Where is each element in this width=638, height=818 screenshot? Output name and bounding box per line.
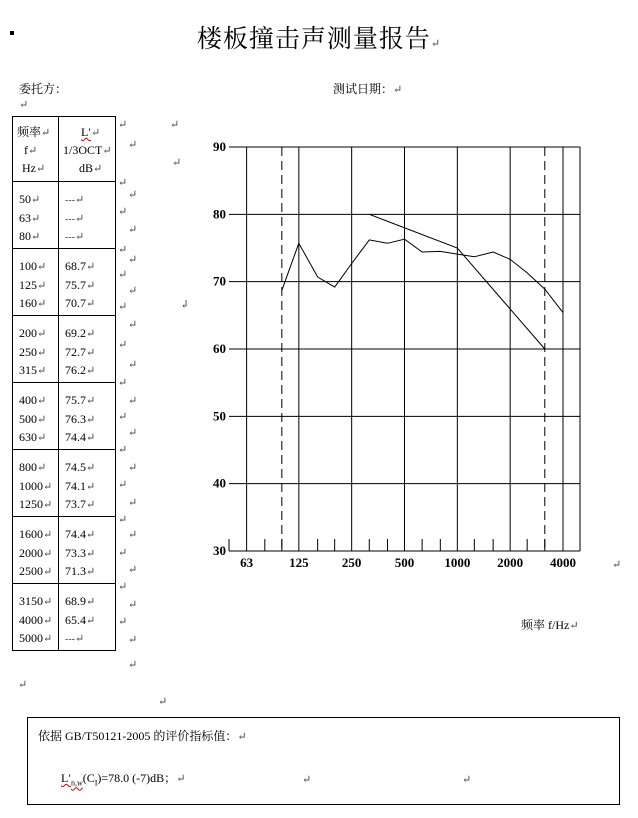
paragraph-mark: ↲ [180, 299, 190, 311]
frequency-cell: 80↵ [19, 229, 41, 243]
level-cell: 76.3↵ [65, 411, 96, 426]
paragraph-mark: ↵ [18, 679, 28, 691]
paragraph-mark: ↵ [128, 529, 138, 541]
paragraph-mark: ↵ [118, 177, 128, 189]
header-band-label: 1/3OCT↵ [63, 143, 112, 157]
level-cell: 65.4↵ [65, 612, 96, 627]
paragraph-mark: ↵ [118, 514, 128, 526]
paragraph-mark: ↵ [118, 581, 128, 593]
level-cell: 69.2↵ [65, 326, 96, 340]
header-f-label: f↵ [24, 143, 38, 157]
paragraph-mark: ↵ [128, 497, 138, 509]
paragraph-mark: ↵ [19, 99, 29, 111]
frequency-cell: 1600↵ [19, 527, 53, 541]
paragraph-mark: ↵ [118, 444, 128, 456]
y-tick-label: 50 [213, 408, 226, 424]
level-cell: 71.3↵ [65, 564, 96, 578]
frequency-cell: 400↵ [19, 393, 47, 407]
frequency-cell: 1000↵ [19, 478, 53, 493]
paragraph-mark: ↵ [118, 244, 128, 256]
paragraph-mark: ↵ [118, 616, 128, 628]
paragraph-mark: ↵ [128, 659, 138, 671]
paragraph-mark: ↵ [128, 564, 138, 576]
header-level-label: L′↵ [81, 125, 101, 139]
paragraph-mark: ↵ [172, 157, 182, 169]
paragraph-mark: ↵ [158, 696, 168, 708]
level-cell: ---↵ [65, 194, 85, 206]
paragraph-mark: ↵ [128, 359, 138, 371]
x-tick-label: 250 [341, 555, 362, 570]
level-cell: 76.2↵ [65, 363, 96, 377]
header-hz-label: Hz↵ [22, 161, 46, 175]
frequency-cell: 315↵ [19, 363, 47, 377]
x-tick-label: 500 [394, 555, 415, 570]
y-tick-label: 80 [213, 206, 226, 222]
level-cell: ---↵ [65, 212, 85, 225]
frequency-cell: 200↵ [19, 326, 47, 340]
test-date-label: 测试日期：↵ [333, 82, 403, 96]
frequency-cell: 5000↵ [19, 631, 53, 645]
paragraph-mark: ↵ [118, 269, 128, 281]
level-cell: ---↵ [65, 231, 85, 243]
measured-curve [282, 239, 563, 312]
y-tick-label: 60 [213, 341, 226, 356]
frequency-cell: 125↵ [19, 277, 47, 292]
paragraph-mark: ↵ [128, 395, 138, 407]
frequency-cell: 630↵ [19, 430, 47, 444]
frequency-cell: 160↵ [19, 296, 47, 310]
y-tick-label: 40 [213, 475, 226, 491]
frequency-cell: 3150↵ [19, 594, 53, 608]
paragraph-mark: ↵ [118, 377, 128, 389]
page-title: 楼板撞击声测量报告↵ [196, 26, 442, 53]
header-freq-label: 频率↵ [17, 125, 51, 139]
paragraph-mark: ↵ [128, 139, 138, 151]
x-axis-label: 频率 f/Hz↵ [521, 618, 579, 632]
paragraph-mark: ↵ [118, 301, 128, 313]
paragraph-mark: ↵ [128, 319, 138, 331]
level-cell: 74.4↵ [65, 527, 96, 541]
evaluation-formula: $L'_{n,w}(C_I)=78.0$ (-7)dB；↵ [61, 771, 186, 788]
paragraph-mark: ↵ [118, 479, 128, 491]
level-cell: 75.7↵ [65, 393, 96, 407]
y-tick-label: 70 [213, 273, 226, 289]
level-cell: 68.9↵ [65, 594, 96, 608]
result-box [27, 717, 620, 805]
x-tick-label: 125 [289, 555, 309, 570]
x-tick-label: 63 [240, 555, 254, 570]
frequency-cell: 2000↵ [19, 545, 53, 560]
x-tick-label: 2000 [497, 555, 524, 570]
paragraph-mark: ↵ [118, 339, 128, 351]
paragraph-mark: ↵ [128, 634, 138, 646]
paragraph-mark: ↵ [118, 206, 128, 218]
level-cell: 74.1↵ [65, 478, 96, 493]
paragraph-mark: ↵ [612, 559, 622, 571]
paragraph-mark: ↵ [128, 427, 138, 439]
frequency-cell: 4000↵ [19, 612, 53, 627]
frequency-cell: 100↵ [19, 259, 47, 273]
level-cell: 74.5↵ [65, 460, 96, 474]
frequency-cell: 2500↵ [19, 564, 53, 578]
paragraph-mark: ↵ [128, 462, 138, 474]
x-tick-label: 4000 [549, 555, 576, 570]
frequency-cell: 800↵ [19, 460, 47, 474]
paragraph-mark: ↵ [128, 224, 138, 236]
level-cell: 72.7↵ [65, 344, 96, 359]
level-cell: 73.3↵ [65, 545, 96, 560]
level-cell: 73.7↵ [65, 497, 96, 511]
level-cell: 75.7↵ [65, 277, 96, 292]
paragraph-mark: ↵ [128, 189, 138, 201]
header-db-label: dB↵ [79, 161, 103, 175]
paragraph-mark: ↵ [118, 119, 128, 131]
level-cell: ---↵ [65, 633, 85, 645]
level-cell: 70.7↵ [65, 296, 96, 310]
paragraph-mark: ↵ [128, 254, 138, 266]
paragraph-mark: ↵ [128, 599, 138, 611]
frequency-cell: 1250↵ [19, 497, 53, 511]
x-tick-label: 1000 [444, 555, 471, 570]
frequency-cell: 250↵ [19, 344, 47, 359]
client-label: 委托方： [19, 82, 68, 96]
y-tick-label: 90 [213, 139, 226, 154]
paragraph-mark: ↵ [170, 119, 180, 131]
frequency-cell: 50↵ [19, 192, 41, 206]
paragraph-mark: ↵ [462, 774, 472, 786]
level-cell: 74.4↵ [65, 430, 96, 444]
paragraph-mark: ↵ [118, 411, 128, 423]
evaluation-basis-text: 依据 GB/T50121-2005 的评价指标值：↵ [38, 729, 247, 743]
frequency-cell: 500↵ [19, 411, 47, 426]
level-cell: 68.7↵ [65, 259, 96, 273]
y-tick-label: 30 [213, 543, 226, 558]
frequency-cell: 63↵ [19, 210, 41, 225]
paragraph-mark: ↵ [118, 547, 128, 559]
paragraph-mark: ↵ [302, 774, 312, 786]
paragraph-mark: ↵ [128, 285, 138, 297]
